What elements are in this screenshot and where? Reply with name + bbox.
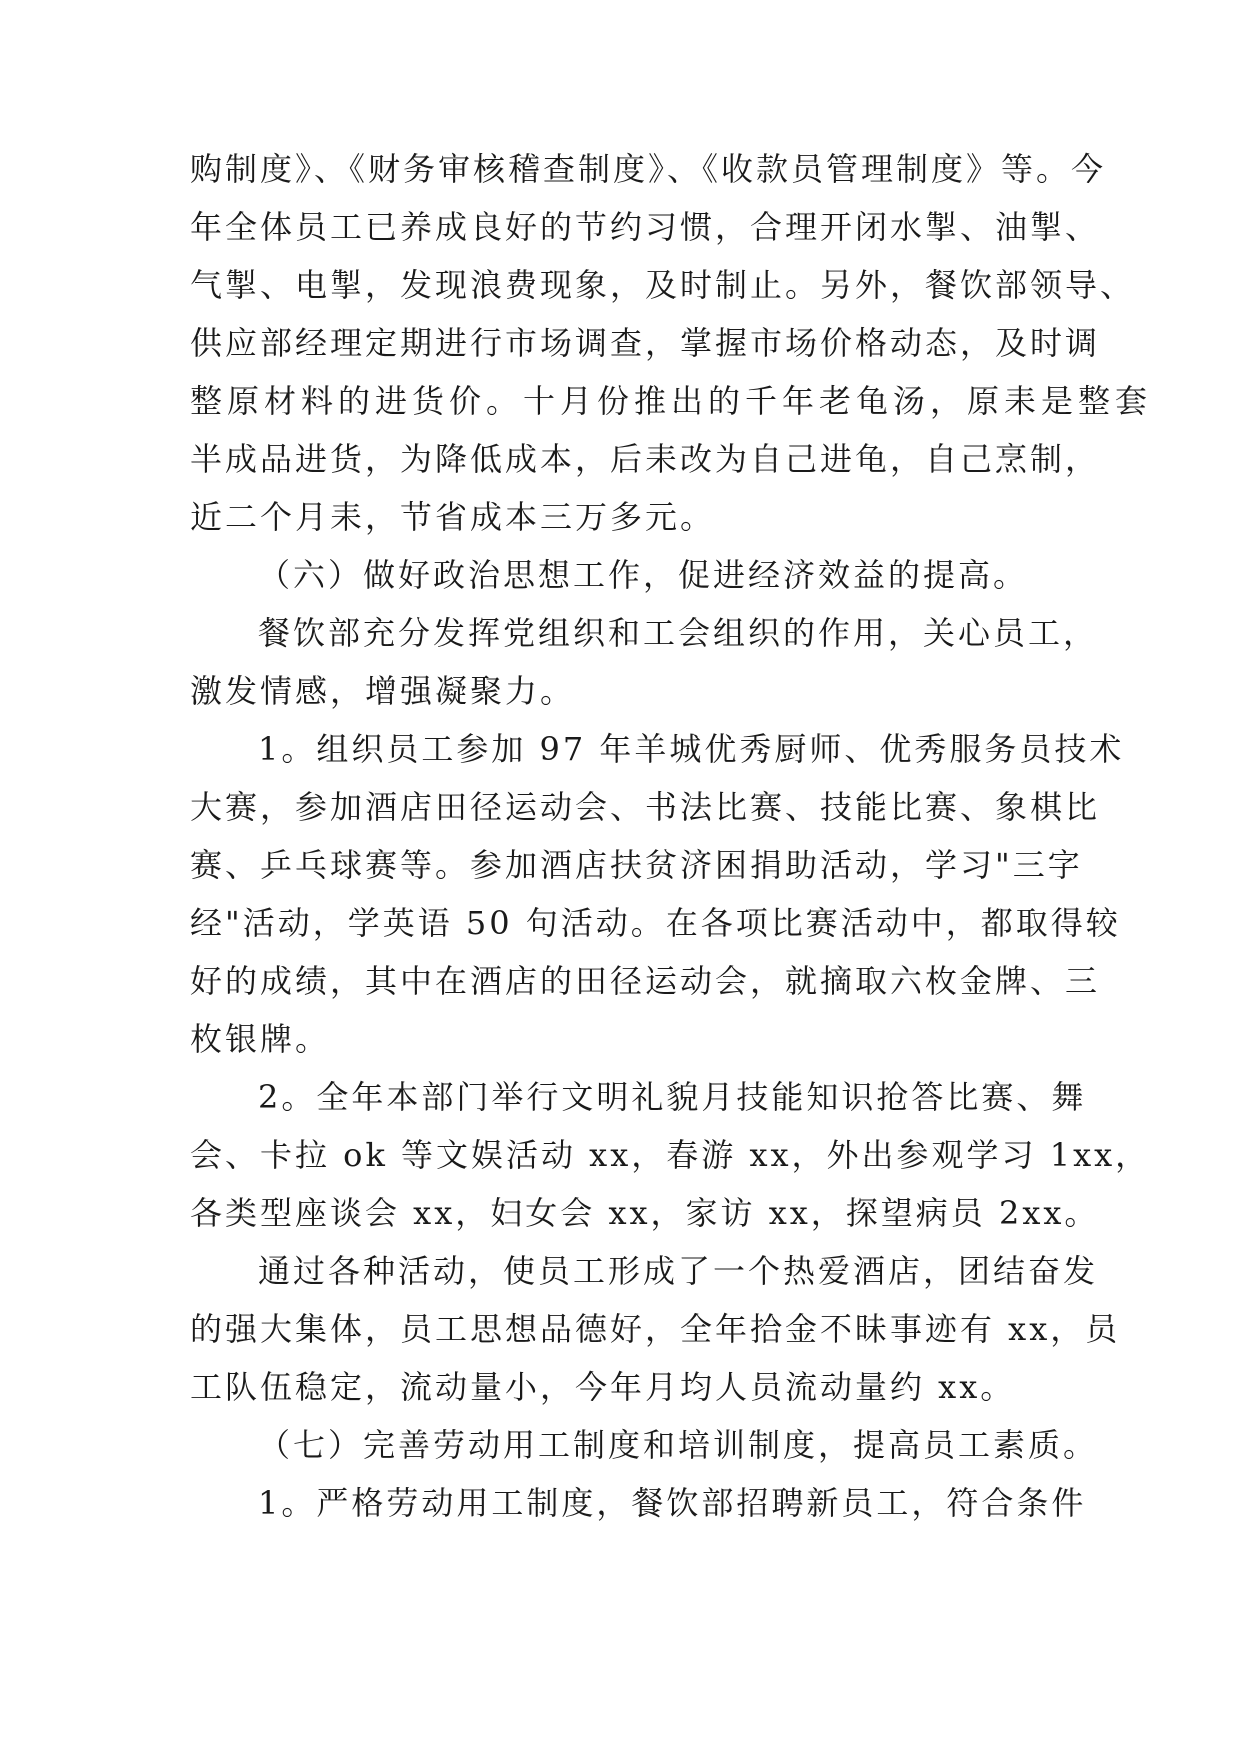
text-line: 年全体员工已养成良好的节约习惯，合理开闭水掣、油掣、 [190, 208, 1101, 246]
text-line: 半成品进货，为降低成本，后耒改为自己进龟，自己烹制， [190, 440, 1101, 478]
text-line: 购制度》、《财务审核稽查制度》、《收款员管理制度》等。今 [190, 150, 1107, 188]
text-line: 大赛，参加酒店田径运动会、书法比赛、技能比赛、象棋比 [190, 788, 1101, 826]
text-line: 会、卡拉 ok 等文娱活动 xx，春游 xx，外出参观学习 1xx， [190, 1136, 1151, 1174]
list-item-first-line: 1。严格劳动用工制度，餐饮部招聘新员工，符合条件 [258, 1484, 1087, 1522]
paragraph-first-line: 餐饮部充分发挥党组织和工会组织的作用，关心员工， [258, 614, 1099, 652]
text-line: 枚银牌。 [190, 1020, 331, 1058]
text-line: 各类型座谈会 xx，妇女会 xx，家访 xx，探望病员 2xx。 [190, 1194, 1100, 1232]
text-line: 激发情感，增强凝聚力。 [190, 672, 576, 710]
section-heading: （七）完善劳动用工制度和培训制度，提高员工素质。 [258, 1426, 1099, 1464]
text-line: 气掣、电掣，发现浪费现象，及时制止。另外，餐饮部领导、 [190, 266, 1136, 304]
list-item-first-line: 2。全年本部门举行文明礼貌月技能知识抢答比赛、舞 [258, 1078, 1087, 1116]
text-line: 的强大集体，员工思想品德好，全年拾金不昧事迹有 xx，员 [190, 1310, 1121, 1348]
text-line: 赛、乒乓球赛等。参加酒店扶贫济困捐助活动，学习"三字 [190, 846, 1083, 884]
text-line: 工队伍稳定，流动量小，今年月均人员流动量约 xx。 [190, 1368, 1016, 1406]
document-body [190, 140, 1153, 1532]
text-line: 整原材料的进货价。十月份推出的千年老龟汤，原耒是整套 [190, 382, 1153, 420]
text-line: 供应部经理定期进行市场调查，掌握市场价格动态，及时调 [190, 324, 1101, 362]
text-line: 近二个月耒，节省成本三万多元。 [190, 498, 716, 536]
paragraph-first-line: 通过各种活动，使员工形成了一个热爱酒店，团结奋发 [258, 1252, 1099, 1290]
list-item-first-line: 1。组织员工参加 97 年羊城优秀厨师、优秀服务员技术 [258, 730, 1125, 768]
text-line: 经"活动，学英语 50 句活动。在各项比赛活动中，都取得较 [190, 904, 1121, 942]
section-heading: （六）做好政治思想工作，促进经济效益的提高。 [258, 556, 1029, 594]
text-line: 好的成绩，其中在酒店的田径运动会，就摘取六枚金牌、三 [190, 962, 1101, 1000]
